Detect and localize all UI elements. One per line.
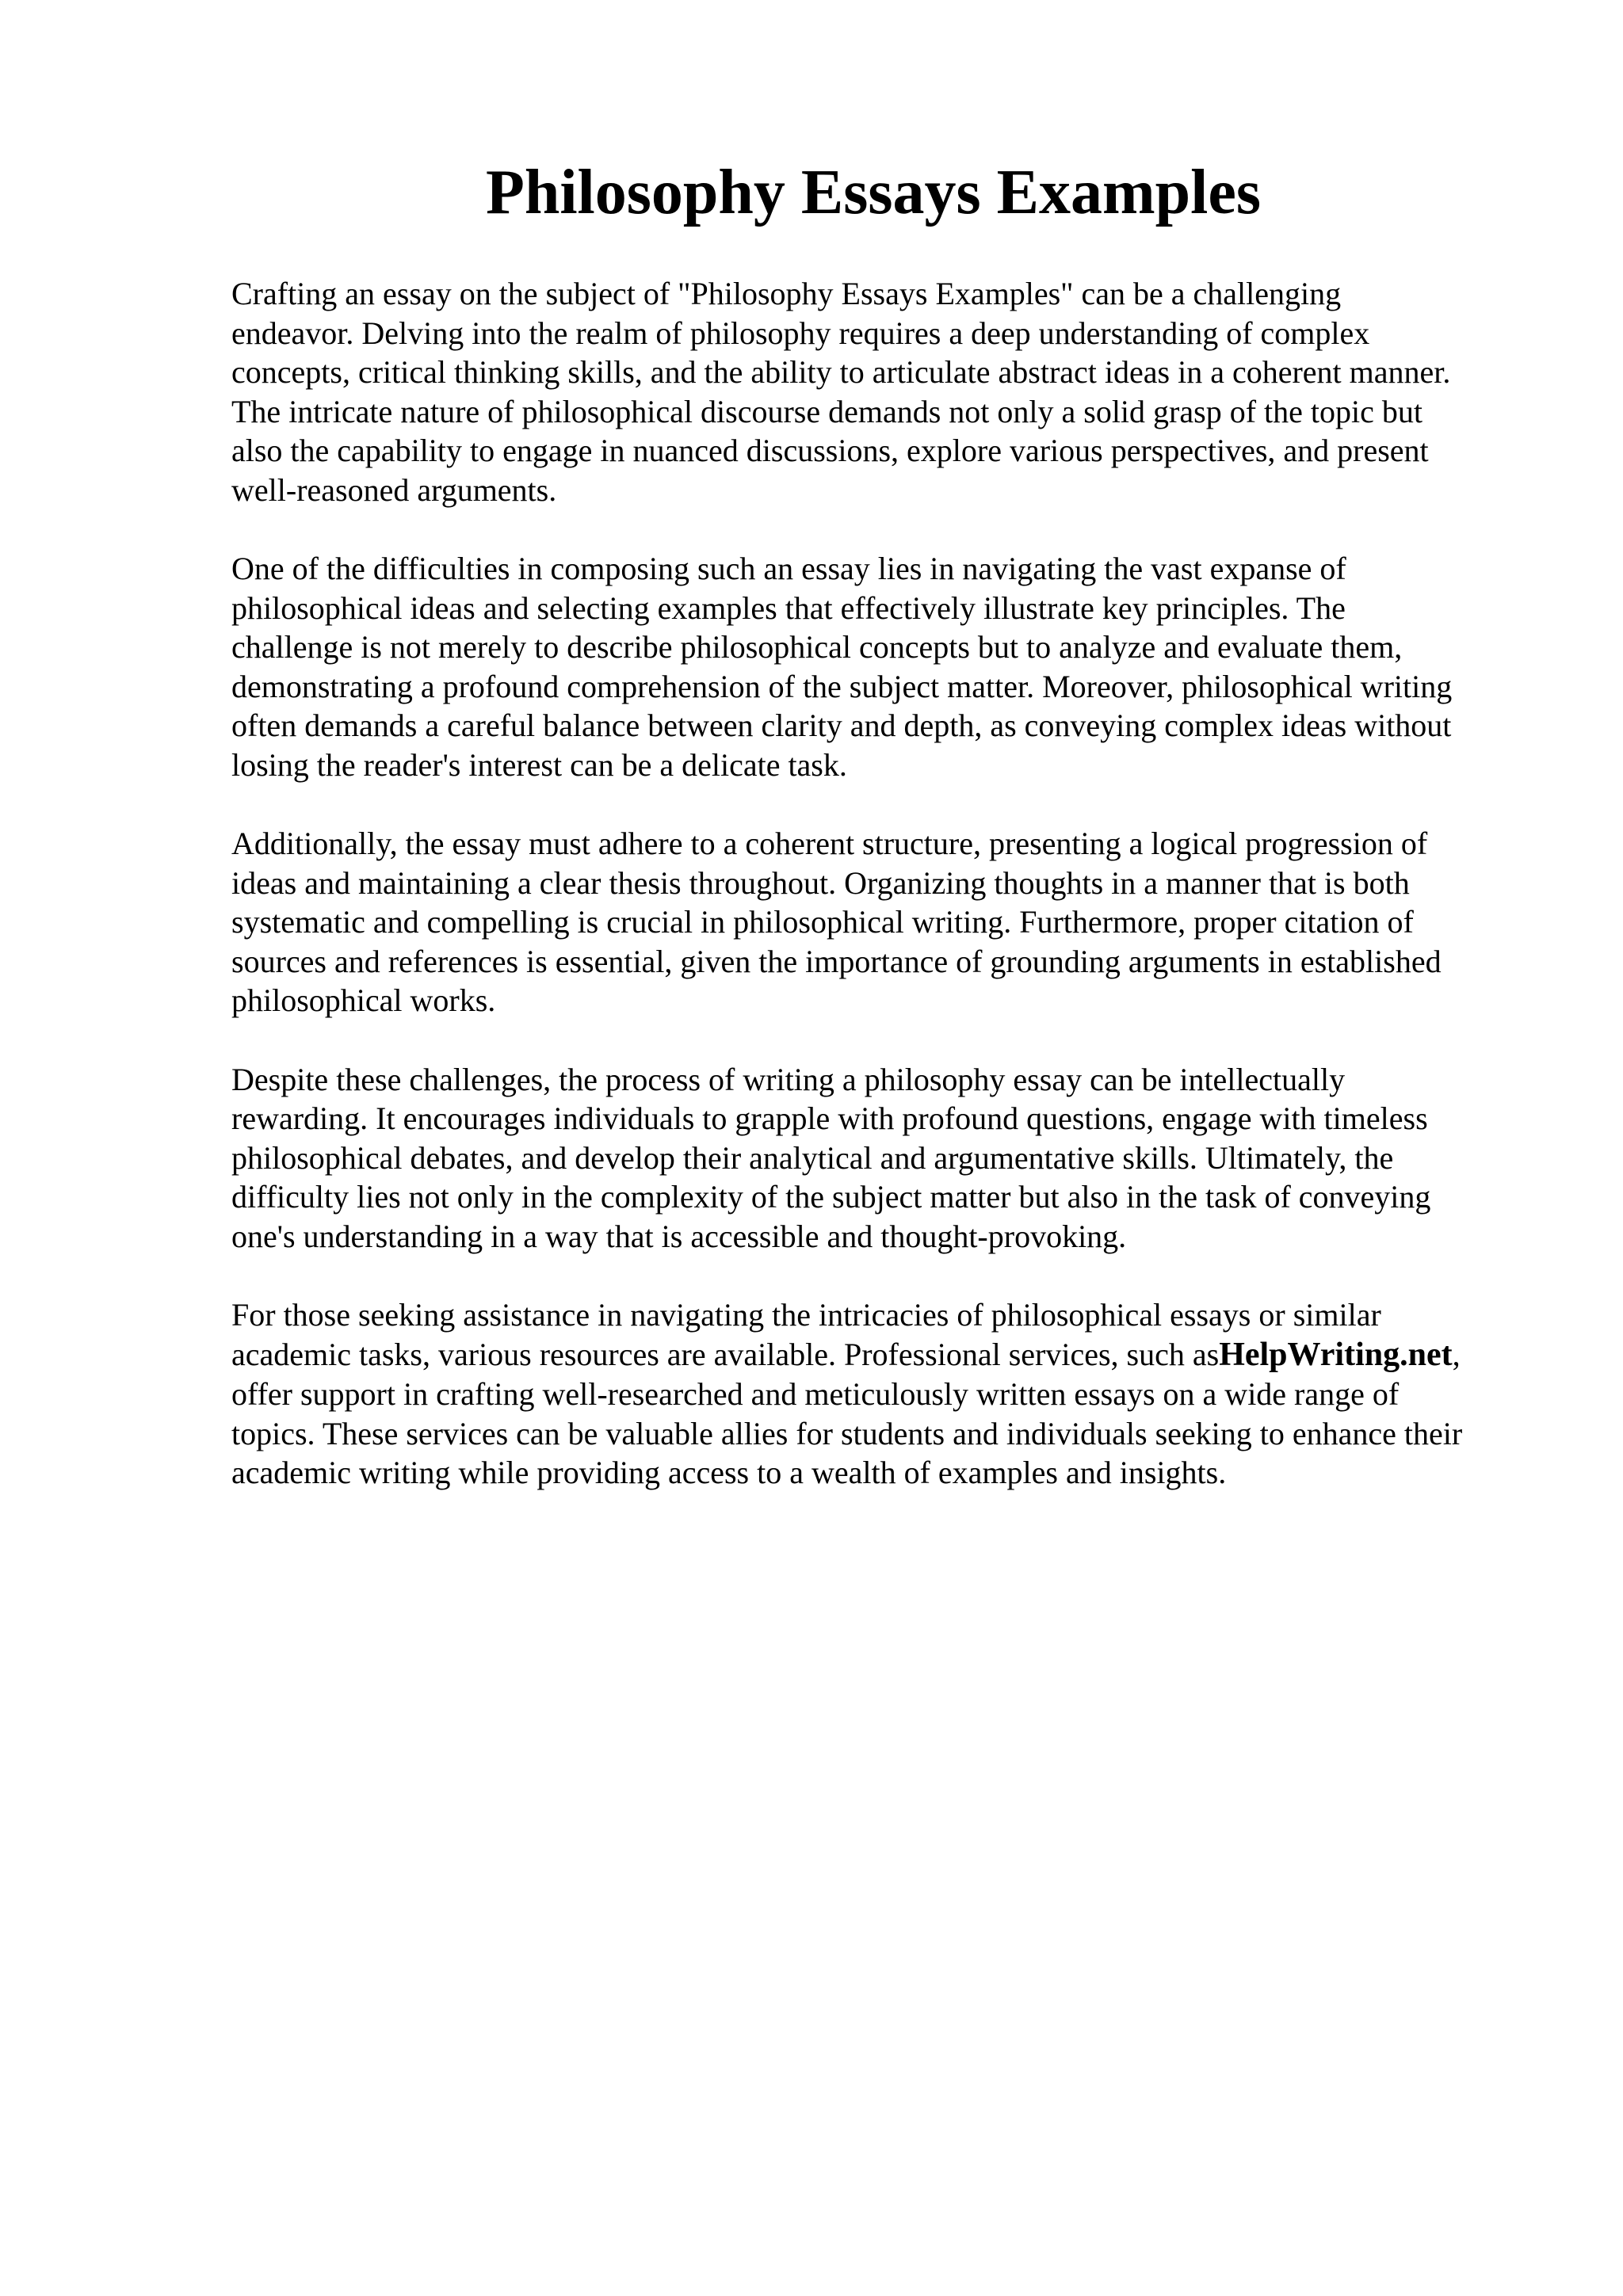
paragraph-5 bbox=[231, 1295, 1515, 1493]
paragraph-line: difficulty lies not only in the complexity of the subject matter but also in the task of conveying bbox=[231, 1179, 1431, 1215]
paragraph-line: Crafting an essay on the subject of "Philosophy Essays Examples" can be a challenging bbox=[231, 276, 1342, 311]
document-body bbox=[231, 274, 1515, 1493]
paragraph-line: rewarding. It encourages individuals to grapple with profound questions, engage with timeless bbox=[231, 1100, 1428, 1136]
paragraph-line: losing the reader's interest can be a delicate task. bbox=[231, 746, 847, 783]
paragraph-line: one's understanding in a way that is accessible and thought-provoking. bbox=[231, 1218, 1127, 1254]
paragraph-line: well-reasoned arguments. bbox=[231, 471, 557, 508]
brand-name: HelpWriting.net bbox=[1219, 1336, 1453, 1373]
paragraph-line: often demands a careful balance between clarity and depth, as conveying complex ideas without bbox=[231, 707, 1452, 743]
paragraph-line: also the capability to engage in nuanced discussions, explore various perspectives, and present bbox=[231, 433, 1429, 468]
paragraph-line: Additionally, the essay must adhere to a coherent structure, presenting a logical progression of bbox=[231, 826, 1428, 861]
paragraph-line: The intricate nature of philosophical discourse demands not only a solid grasp of the topic but bbox=[231, 393, 1423, 429]
paragraph-line: topics. These services can be valuable allies for students and individuals seeking to enhance their bbox=[231, 1415, 1463, 1451]
paragraph-line: offer support in crafting well-researched and meticulously written essays on a wide range of bbox=[231, 1376, 1400, 1412]
paragraph-line: concepts, critical thinking skills, and the ability to articulate abstract ideas in a coherent manner. bbox=[231, 354, 1451, 390]
paragraph-line: Despite these challenges, the process of writing a philosophy essay can be intellectually bbox=[231, 1061, 1346, 1097]
document-title-wrapper bbox=[0, 149, 1512, 236]
paragraph-line: For those seeking assistance in navigating the intricacies of philosophical essays or similar bbox=[231, 1297, 1381, 1333]
document-title: Philosophy Essays Examples bbox=[485, 158, 1262, 227]
paragraph-line-with-brand bbox=[231, 1335, 1515, 1375]
paragraph-line: demonstrating a profound comprehension of the subject matter. Moreover, philosophical writing bbox=[231, 668, 1453, 704]
paragraph-line: sources and references is essential, given the importance of grounding arguments in established bbox=[231, 943, 1442, 979]
paragraph-text: , bbox=[1452, 1336, 1461, 1372]
paragraph-line: philosophical debates, and develop their analytical and argumentative skills. Ultimately, the bbox=[231, 1139, 1394, 1176]
paragraph-line: philosophical works. bbox=[231, 982, 496, 1018]
paragraph-1 bbox=[231, 274, 1515, 509]
paragraph-line: philosophical ideas and selecting examples that effectively illustrate key principles. The bbox=[231, 589, 1346, 626]
paragraph-line: systematic and compelling is crucial in philosophical writing. Furthermore, proper citation of bbox=[231, 904, 1414, 940]
paragraph-line: ideas and maintaining a clear thesis throughout. Organizing thoughts in a manner that is both bbox=[231, 864, 1410, 901]
paragraph-line: One of the difficulties in composing such an essay lies in navigating the vast expanse of bbox=[231, 551, 1346, 586]
paragraph-2 bbox=[231, 549, 1515, 784]
paragraph-3 bbox=[231, 824, 1515, 1020]
paragraph-line: endeavor. Delving into the realm of philosophy requires a deep understanding of complex bbox=[231, 315, 1370, 351]
paragraph-line: academic writing while providing access to a wealth of examples and insights. bbox=[231, 1455, 1227, 1490]
paragraph-text: academic tasks, various resources are available. Professional services, such as bbox=[231, 1336, 1220, 1372]
paragraph-line: challenge is not merely to describe philosophical concepts but to analyze and evaluate them, bbox=[231, 629, 1403, 665]
paragraph-4 bbox=[231, 1060, 1515, 1257]
